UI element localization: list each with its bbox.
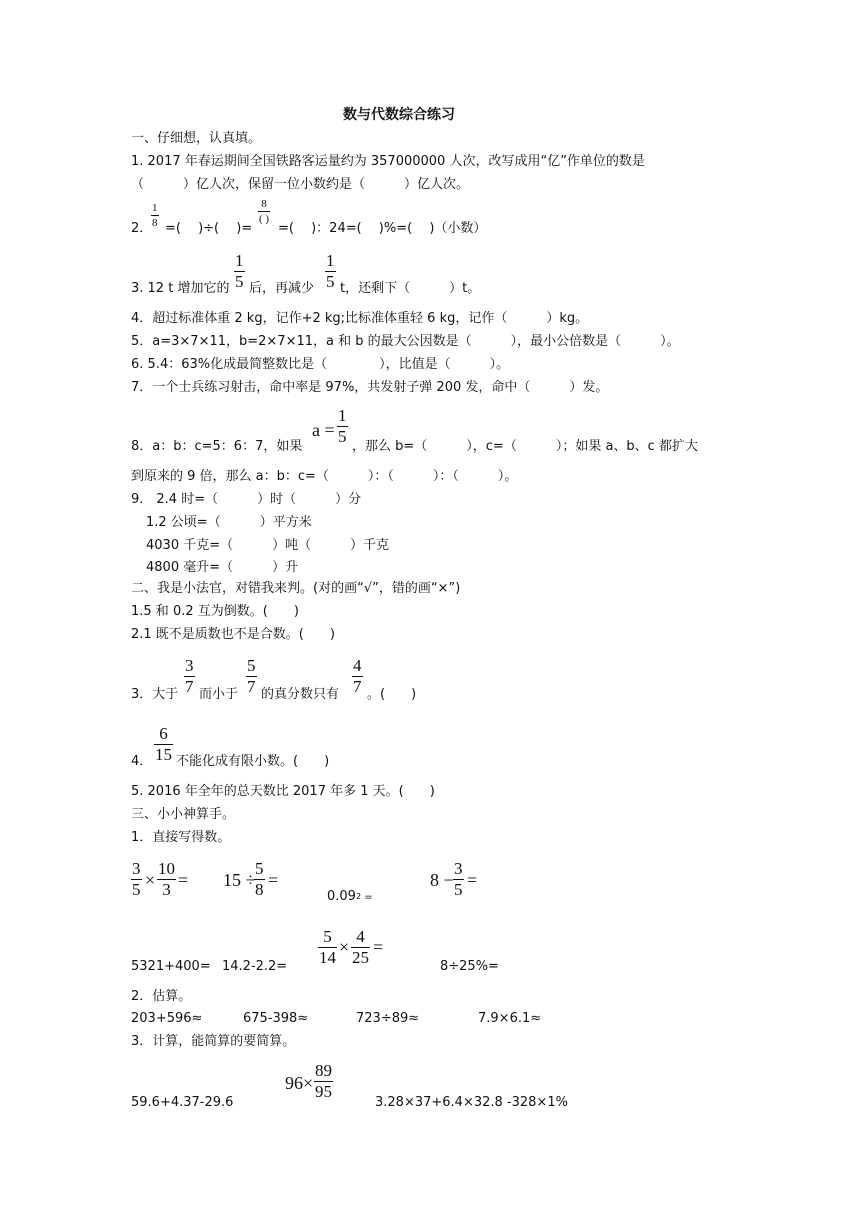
judge-3-part-4: 。( ) bbox=[367, 687, 417, 702]
calc-item-c bbox=[327, 888, 373, 907]
judge-4-part-1: 4． bbox=[131, 754, 153, 769]
calc-item-g-op: × bbox=[339, 937, 350, 957]
calc-item-c-sup: 2 bbox=[355, 892, 362, 901]
calc-1-heading: 1．直接写得数。 bbox=[131, 830, 231, 845]
calc-item-c-eq: = bbox=[361, 892, 373, 903]
question-8-part-1: 8．a：b：c=5：6：7，如果 bbox=[131, 439, 303, 454]
calc-3-item-c: 3.28×37+6.4×32.8 -328×1% bbox=[375, 1095, 568, 1110]
judge-1: 1.5 和 0.2 互为倒数。( ) bbox=[131, 604, 299, 619]
calc-item-b-eq: = bbox=[268, 870, 279, 890]
calc-item-f: 14.2-2.2= bbox=[222, 959, 288, 974]
estimate-1: 203+596≈ bbox=[131, 1011, 203, 1026]
calc-item-g-eq: = bbox=[373, 937, 384, 957]
calc-item-a-eq: = bbox=[178, 870, 189, 890]
question-3-part-1: 3. 12 t 增加它的 bbox=[131, 281, 230, 296]
calc-item-h: 8÷25%= bbox=[440, 959, 499, 974]
judge-3-part-3: 的真分数只有 bbox=[261, 687, 340, 702]
judge-3-part-1: 3．大于 bbox=[131, 687, 179, 702]
question-9-line-2: 1.2 公顷=（ ）平方米 bbox=[146, 515, 312, 530]
calc-item-d-pre: 8 − bbox=[430, 870, 454, 890]
estimate-4: 7.9×6.1≈ bbox=[478, 1011, 542, 1026]
calc-3-item-b-pre: 96× bbox=[285, 1073, 314, 1093]
question-9-line-4: 4800 毫升=（ ）升 bbox=[146, 560, 299, 575]
calc-3-heading: 3．计算，能简算的要简算。 bbox=[131, 1034, 296, 1049]
fraction-six-fifteenths: 6 15 bbox=[155, 724, 172, 764]
page-title: 数与代数综合练习 bbox=[343, 107, 455, 123]
calc-item-g-frac-1: 5 14 bbox=[319, 927, 336, 967]
calc-item-e: 5321+400= bbox=[131, 959, 211, 974]
question-6: 6. 5.4：63%化成最简整数比是（ ），比值是（ ）。 bbox=[131, 357, 510, 372]
calc-item-a-frac-1: 3 5 bbox=[132, 859, 141, 899]
calc-item-c-base: 0.09 bbox=[327, 889, 356, 904]
fraction-one-fifth-a: 1 5 bbox=[235, 251, 244, 291]
fraction-three-sevenths: 3 7 bbox=[185, 656, 194, 696]
question-9-line-1: 9. 2.4 时=（ ）时（ ）分 bbox=[131, 492, 362, 507]
question-8-equation: a = bbox=[312, 420, 335, 440]
judge-3-part-2: 而小于 bbox=[199, 687, 239, 702]
section-1-heading: 一、仔细想，认真填。 bbox=[131, 131, 262, 146]
section-2-heading: 二、我是小法官，对错我来判。(对的画“√”，错的画“×”) bbox=[131, 581, 461, 596]
fraction-five-sevenths: 5 7 bbox=[247, 656, 256, 696]
question-7: 7．一个士兵练习射击，命中率是 97%，共发射子弹 200 发，命中（ ）发。 bbox=[131, 380, 609, 395]
question-4: 4．超过标准体重 2 kg，记作+2 kg;比标准体重轻 6 kg，记作（ ）kg。 bbox=[131, 311, 589, 326]
judge-4-part-2: 不能化成有限小数。( ) bbox=[176, 754, 330, 769]
question-2-part-1: =( )÷( )= bbox=[165, 221, 253, 236]
question-3-part-3: t，还剩下（ ）t。 bbox=[340, 281, 481, 296]
fraction-one-fifth-c: 1 5 bbox=[338, 406, 347, 446]
question-5: 5．a=3×7×11，b=2×7×11，a 和 b 的最大公因数是（ ），最小公倍数是（ ）。 bbox=[131, 334, 680, 349]
calc-item-b-frac: 5 8 bbox=[255, 859, 264, 899]
calc-item-d-eq: = bbox=[467, 870, 478, 890]
judge-5: 5. 2016 年全年的总天数比 2017 年多 1 天。( ) bbox=[131, 784, 435, 799]
question-1-line-2: （ ）亿人次，保留一位小数约是（ ）亿人次。 bbox=[131, 177, 470, 192]
calc-item-a-frac-2: 10 3 bbox=[158, 859, 175, 899]
calc-2-heading: 2．估算。 bbox=[131, 989, 192, 1004]
question-2-part-2: =( )：24=( )%=( )（小数） bbox=[278, 221, 487, 236]
fraction-eight-over-blank: 8 ( ) bbox=[259, 198, 270, 225]
calc-3-item-a: 59.6+4.37-29.6 bbox=[131, 1095, 234, 1110]
calc-item-a-op: × bbox=[145, 870, 156, 890]
fraction-one-fifth-b: 1 5 bbox=[326, 251, 335, 291]
calc-item-d-frac: 3 5 bbox=[454, 859, 463, 899]
section-3-heading: 三、小小神算手。 bbox=[131, 807, 236, 822]
calc-item-g-frac-2: 4 25 bbox=[352, 927, 369, 967]
estimate-2: 675-398≈ bbox=[243, 1011, 309, 1026]
fraction-one-eighth: 1 8 bbox=[152, 202, 158, 229]
question-8-part-3: 到原来的 9 倍，那么 a：b：c=（ ）：（ ）：（ ）。 bbox=[131, 469, 518, 484]
question-3-part-2: 后，再减少 bbox=[249, 281, 315, 296]
fraction-four-sevenths: 4 7 bbox=[353, 656, 362, 696]
calc-item-b-pre: 15 ÷ bbox=[223, 870, 256, 890]
estimate-3: 723÷89≈ bbox=[356, 1011, 420, 1026]
question-1-line-1: 1. 2017 年春运期间全国铁路客运量约为 357000000 人次，改写成用“亿”作单位的数是 bbox=[131, 154, 645, 169]
question-9-line-3: 4030 千克=（ ）吨（ ）千克 bbox=[146, 538, 390, 553]
calc-3-item-b-frac: 89 95 bbox=[315, 1061, 332, 1101]
question-8-part-2: ，那么 b=（ ），c=（ ）；如果 a、b、c 都扩大 bbox=[352, 439, 698, 454]
judge-2: 2.1 既不是质数也不是合数。( ) bbox=[131, 627, 335, 642]
question-2-label: 2． bbox=[131, 221, 153, 236]
